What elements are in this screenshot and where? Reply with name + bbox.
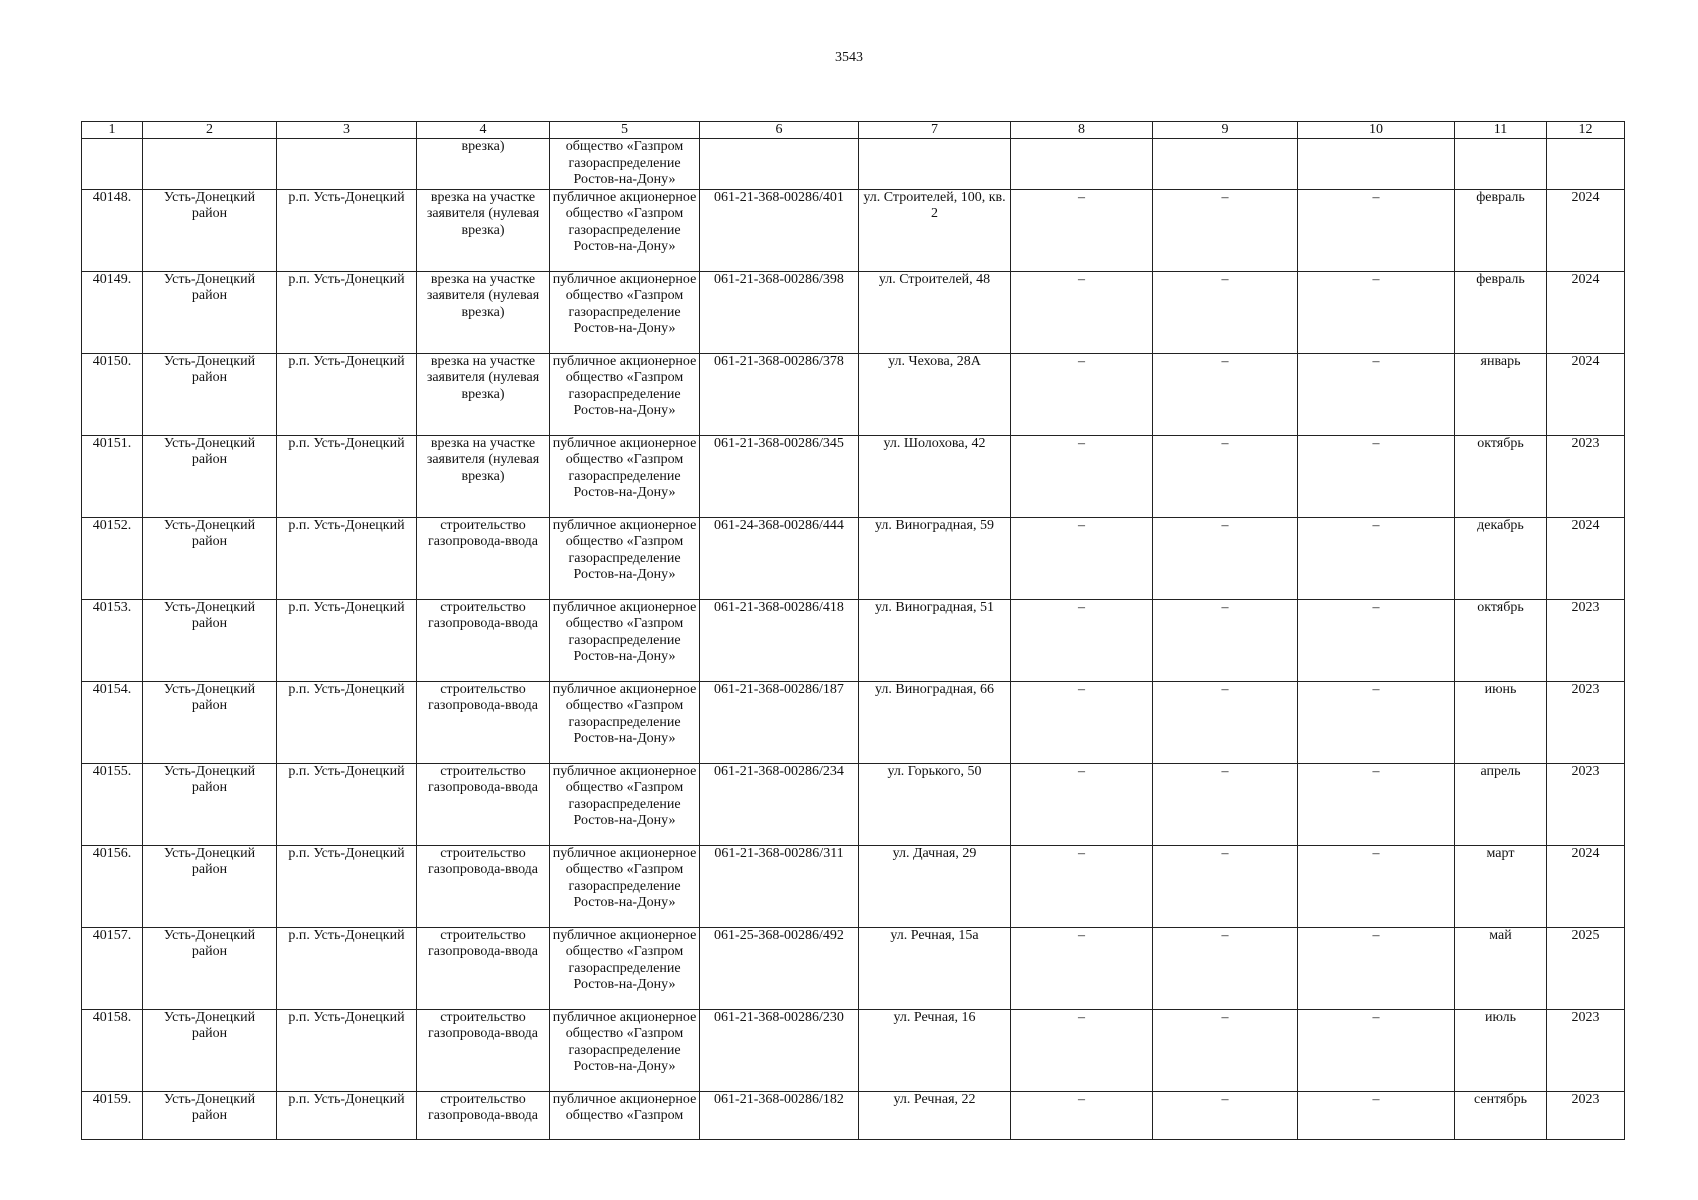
cell-work: строительство газопровода-ввода bbox=[417, 845, 550, 927]
page-number: 3543 bbox=[835, 50, 863, 65]
cell-settlement: р.п. Усть-Донецкий bbox=[277, 599, 417, 681]
column-header: 3 bbox=[277, 122, 417, 139]
cell-work: строительство газопровода-ввода bbox=[417, 517, 550, 599]
cell-org: публичное акционерное общество «Газпром газораспределение Ростов-на-Дону» bbox=[550, 845, 700, 927]
cell-org: публичное акционерное общество «Газпром газораспределение Ростов-на-Дону» bbox=[550, 1009, 700, 1091]
table-row bbox=[82, 271, 1625, 353]
column-header: 12 bbox=[1547, 122, 1625, 139]
cell-district: Усть-Донецкий район bbox=[143, 763, 277, 845]
cell-address: ул. Дачная, 29 bbox=[859, 845, 1011, 927]
data-table bbox=[81, 121, 1625, 1140]
cell-code: 061-21-368-00286/230 bbox=[700, 1009, 859, 1091]
continuation-row bbox=[82, 139, 1625, 190]
cell-month: май bbox=[1455, 927, 1547, 1009]
cell-work: врезка на участке заявителя (нулевая врезка) bbox=[417, 271, 550, 353]
cell-address bbox=[859, 139, 1011, 190]
cell-address: ул. Речная, 15а bbox=[859, 927, 1011, 1009]
cell-col8: – bbox=[1011, 189, 1153, 271]
cell-district: Усть-Донецкий район bbox=[143, 927, 277, 1009]
cell-year: 2023 bbox=[1547, 1091, 1625, 1139]
cell-num: 40151. bbox=[82, 435, 143, 517]
cell-month: март bbox=[1455, 845, 1547, 927]
column-header: 9 bbox=[1153, 122, 1298, 139]
cell-col8: – bbox=[1011, 517, 1153, 599]
cell-year: 2023 bbox=[1547, 435, 1625, 517]
cell-work: врезка на участке заявителя (нулевая врезка) bbox=[417, 189, 550, 271]
cell-num: 40150. bbox=[82, 353, 143, 435]
cell-month: февраль bbox=[1455, 271, 1547, 353]
cell-address: ул. Речная, 22 bbox=[859, 1091, 1011, 1139]
cell-year: 2023 bbox=[1547, 681, 1625, 763]
cell-district: Усть-Донецкий район bbox=[143, 681, 277, 763]
cell-code: 061-21-368-00286/398 bbox=[700, 271, 859, 353]
cell-district: Усть-Донецкий район bbox=[143, 517, 277, 599]
cell-code: 061-25-368-00286/492 bbox=[700, 927, 859, 1009]
cell-work: строительство газопровода-ввода bbox=[417, 1091, 550, 1139]
cell-year: 2024 bbox=[1547, 189, 1625, 271]
table-row bbox=[82, 353, 1625, 435]
cell-col10: – bbox=[1298, 927, 1455, 1009]
cell-year bbox=[1547, 139, 1625, 190]
cell-col9: – bbox=[1153, 1009, 1298, 1091]
cell-settlement: р.п. Усть-Донецкий bbox=[277, 845, 417, 927]
cell-settlement: р.п. Усть-Донецкий bbox=[277, 189, 417, 271]
cell-district bbox=[143, 139, 277, 190]
cell-col8: – bbox=[1011, 271, 1153, 353]
cell-settlement: р.п. Усть-Донецкий bbox=[277, 435, 417, 517]
column-header: 10 bbox=[1298, 122, 1455, 139]
table-row bbox=[82, 1091, 1625, 1139]
header-row bbox=[82, 122, 1625, 139]
cell-address: ул. Чехова, 28А bbox=[859, 353, 1011, 435]
cell-code: 061-21-368-00286/187 bbox=[700, 681, 859, 763]
cell-col9: – bbox=[1153, 599, 1298, 681]
cell-col10: – bbox=[1298, 435, 1455, 517]
cell-month bbox=[1455, 139, 1547, 190]
table-row bbox=[82, 189, 1625, 271]
cell-code: 061-21-368-00286/234 bbox=[700, 763, 859, 845]
cell-col8: – bbox=[1011, 435, 1153, 517]
cell-address: ул. Строителей, 48 bbox=[859, 271, 1011, 353]
cell-col8 bbox=[1011, 139, 1153, 190]
column-header: 11 bbox=[1455, 122, 1547, 139]
cell-work: строительство газопровода-ввода bbox=[417, 599, 550, 681]
cell-address: ул. Виноградная, 51 bbox=[859, 599, 1011, 681]
cell-code: 061-24-368-00286/444 bbox=[700, 517, 859, 599]
cell-col8: – bbox=[1011, 927, 1153, 1009]
cell-col10: – bbox=[1298, 517, 1455, 599]
table-row bbox=[82, 845, 1625, 927]
cell-month: декабрь bbox=[1455, 517, 1547, 599]
cell-month: сентябрь bbox=[1455, 1091, 1547, 1139]
cell-address: ул. Горького, 50 bbox=[859, 763, 1011, 845]
cell-num: 40153. bbox=[82, 599, 143, 681]
column-header: 7 bbox=[859, 122, 1011, 139]
cell-org: публичное акционерное общество «Газпром газораспределение Ростов-на-Дону» bbox=[550, 517, 700, 599]
cell-settlement: р.п. Усть-Донецкий bbox=[277, 271, 417, 353]
cell-col10 bbox=[1298, 139, 1455, 190]
cell-code: 061-21-368-00286/418 bbox=[700, 599, 859, 681]
cell-col8: – bbox=[1011, 599, 1153, 681]
cell-month: июль bbox=[1455, 1009, 1547, 1091]
cell-org: публичное акционерное общество «Газпром газораспределение Ростов-на-Дону» bbox=[550, 927, 700, 1009]
cell-col8: – bbox=[1011, 353, 1153, 435]
cell-district: Усть-Донецкий район bbox=[143, 189, 277, 271]
cell-col10: – bbox=[1298, 681, 1455, 763]
cell-year: 2023 bbox=[1547, 763, 1625, 845]
cell-col9: – bbox=[1153, 927, 1298, 1009]
cell-settlement: р.п. Усть-Донецкий bbox=[277, 517, 417, 599]
cell-col8: – bbox=[1011, 763, 1153, 845]
cell-num: 40152. bbox=[82, 517, 143, 599]
cell-col10: – bbox=[1298, 271, 1455, 353]
cell-col10: – bbox=[1298, 845, 1455, 927]
cell-month: октябрь bbox=[1455, 435, 1547, 517]
cell-org: публичное акционерное общество «Газпром газораспределение Ростов-на-Дону» bbox=[550, 271, 700, 353]
cell-month: февраль bbox=[1455, 189, 1547, 271]
cell-col10: – bbox=[1298, 599, 1455, 681]
cell-settlement: р.п. Усть-Донецкий bbox=[277, 681, 417, 763]
cell-num bbox=[82, 139, 143, 190]
cell-org: публичное акционерное общество «Газпром газораспределение Ростов-на-Дону» bbox=[550, 763, 700, 845]
cell-col9: – bbox=[1153, 353, 1298, 435]
cell-month: июнь bbox=[1455, 681, 1547, 763]
column-header: 5 bbox=[550, 122, 700, 139]
cell-col9: – bbox=[1153, 517, 1298, 599]
cell-year: 2023 bbox=[1547, 599, 1625, 681]
cell-org: публичное акционерное общество «Газпром газораспределение Ростов-на-Дону» bbox=[550, 189, 700, 271]
cell-code: 061-21-368-00286/311 bbox=[700, 845, 859, 927]
cell-district: Усть-Донецкий район bbox=[143, 1009, 277, 1091]
cell-num: 40159. bbox=[82, 1091, 143, 1139]
table-row bbox=[82, 517, 1625, 599]
column-header: 2 bbox=[143, 122, 277, 139]
cell-year: 2025 bbox=[1547, 927, 1625, 1009]
cell-col10: – bbox=[1298, 763, 1455, 845]
column-header: 1 bbox=[82, 122, 143, 139]
cell-district: Усть-Донецкий район bbox=[143, 599, 277, 681]
cell-col9: – bbox=[1153, 189, 1298, 271]
cell-year: 2024 bbox=[1547, 271, 1625, 353]
cell-num: 40148. bbox=[82, 189, 143, 271]
cell-col8: – bbox=[1011, 1009, 1153, 1091]
cell-col8: – bbox=[1011, 1091, 1153, 1139]
cell-district: Усть-Донецкий район bbox=[143, 1091, 277, 1139]
cell-org: публичное акционерное общество «Газпром bbox=[550, 1091, 700, 1139]
cell-num: 40154. bbox=[82, 681, 143, 763]
cell-code: 061-21-368-00286/378 bbox=[700, 353, 859, 435]
cell-address: ул. Виноградная, 66 bbox=[859, 681, 1011, 763]
cell-settlement: р.п. Усть-Донецкий bbox=[277, 1091, 417, 1139]
cell-col10: – bbox=[1298, 1091, 1455, 1139]
cell-col8: – bbox=[1011, 681, 1153, 763]
cell-col10: – bbox=[1298, 1009, 1455, 1091]
cell-org: публичное акционерное общество «Газпром газораспределение Ростов-на-Дону» bbox=[550, 353, 700, 435]
cell-col9: – bbox=[1153, 681, 1298, 763]
column-header: 6 bbox=[700, 122, 859, 139]
cell-org: общество «Газпром газораспределение Ростов-на-Дону» bbox=[550, 139, 700, 190]
cell-col9: – bbox=[1153, 845, 1298, 927]
cell-district: Усть-Донецкий район bbox=[143, 271, 277, 353]
cell-work: строительство газопровода-ввода bbox=[417, 763, 550, 845]
table-row bbox=[82, 927, 1625, 1009]
cell-settlement: р.п. Усть-Донецкий bbox=[277, 353, 417, 435]
table-row bbox=[82, 1009, 1625, 1091]
cell-col9: – bbox=[1153, 435, 1298, 517]
cell-code: 061-21-368-00286/401 bbox=[700, 189, 859, 271]
cell-num: 40157. bbox=[82, 927, 143, 1009]
cell-num: 40149. bbox=[82, 271, 143, 353]
cell-settlement: р.п. Усть-Донецкий bbox=[277, 1009, 417, 1091]
cell-col9: – bbox=[1153, 763, 1298, 845]
column-header: 8 bbox=[1011, 122, 1153, 139]
cell-settlement: р.п. Усть-Донецкий bbox=[277, 763, 417, 845]
cell-settlement: р.п. Усть-Донецкий bbox=[277, 927, 417, 1009]
cell-org: публичное акционерное общество «Газпром газораспределение Ростов-на-Дону» bbox=[550, 435, 700, 517]
cell-num: 40156. bbox=[82, 845, 143, 927]
cell-address: ул. Виноградная, 59 bbox=[859, 517, 1011, 599]
cell-month: январь bbox=[1455, 353, 1547, 435]
table-row bbox=[82, 763, 1625, 845]
cell-num: 40155. bbox=[82, 763, 143, 845]
cell-address: ул. Строителей, 100, кв. 2 bbox=[859, 189, 1011, 271]
cell-year: 2024 bbox=[1547, 353, 1625, 435]
table-row bbox=[82, 681, 1625, 763]
cell-work: строительство газопровода-ввода bbox=[417, 681, 550, 763]
cell-num: 40158. bbox=[82, 1009, 143, 1091]
cell-address: ул. Речная, 16 bbox=[859, 1009, 1011, 1091]
cell-work: строительство газопровода-ввода bbox=[417, 927, 550, 1009]
cell-code bbox=[700, 139, 859, 190]
cell-year: 2024 bbox=[1547, 517, 1625, 599]
cell-code: 061-21-368-00286/182 bbox=[700, 1091, 859, 1139]
cell-col10: – bbox=[1298, 353, 1455, 435]
cell-col10: – bbox=[1298, 189, 1455, 271]
table-row bbox=[82, 435, 1625, 517]
cell-work: строительство газопровода-ввода bbox=[417, 1009, 550, 1091]
column-header: 4 bbox=[417, 122, 550, 139]
cell-col9: – bbox=[1153, 271, 1298, 353]
table-row bbox=[82, 599, 1625, 681]
cell-org: публичное акционерное общество «Газпром газораспределение Ростов-на-Дону» bbox=[550, 681, 700, 763]
cell-work: врезка на участке заявителя (нулевая врезка) bbox=[417, 353, 550, 435]
cell-month: апрель bbox=[1455, 763, 1547, 845]
cell-year: 2024 bbox=[1547, 845, 1625, 927]
cell-work: врезка) bbox=[417, 139, 550, 190]
cell-col8: – bbox=[1011, 845, 1153, 927]
cell-month: октябрь bbox=[1455, 599, 1547, 681]
cell-code: 061-21-368-00286/345 bbox=[700, 435, 859, 517]
cell-year: 2023 bbox=[1547, 1009, 1625, 1091]
cell-col9 bbox=[1153, 139, 1298, 190]
cell-work: врезка на участке заявителя (нулевая врезка) bbox=[417, 435, 550, 517]
cell-district: Усть-Донецкий район bbox=[143, 353, 277, 435]
cell-address: ул. Шолохова, 42 bbox=[859, 435, 1011, 517]
cell-col9: – bbox=[1153, 1091, 1298, 1139]
cell-district: Усть-Донецкий район bbox=[143, 435, 277, 517]
cell-settlement bbox=[277, 139, 417, 190]
cell-org: публичное акционерное общество «Газпром газораспределение Ростов-на-Дону» bbox=[550, 599, 700, 681]
cell-district: Усть-Донецкий район bbox=[143, 845, 277, 927]
